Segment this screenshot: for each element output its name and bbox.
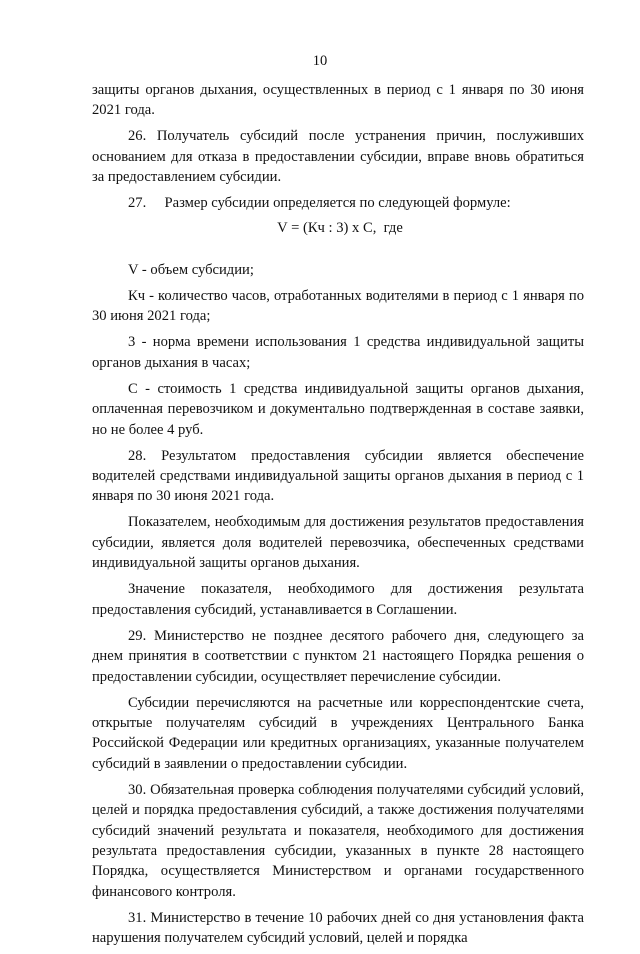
paragraph-27: 27. Размер субсидии определяется по следующей формуле: bbox=[128, 195, 511, 212]
definition-v: V - объем субсидии; bbox=[128, 262, 254, 279]
paragraph-29-accounts: Субсидии перечисляются на расчетные или корреспондентские счета, открытые получателям субсидий в учреждениях Центрального Банка Российской Федерации или кредитных организациях, указанные получателем субсидий в заявлении о предоставлении субсидии. bbox=[92, 694, 584, 772]
paragraph-26: 26. Получатель субсидий после устранения причин, послуживших основанием для отказа в предоставлении субсидии, вправе вновь обратиться за предоставлением субсидии. bbox=[92, 128, 584, 186]
page-number: 10 bbox=[312, 53, 328, 69]
paragraph-28: 28. Результатом предоставления субсидии является обеспечение водителей средствами индивидуальной защиты органов дыхания в период с 1 января по 30 июня 2021 года. bbox=[92, 447, 584, 505]
paragraph-30: 30. Обязательная проверка соблюдения получателями субсидий условий, целей и порядка предоставления субсидий, а также достижения получателями субсидий значений результата и показателя, необходимого для достижения результата предоставления субсидии, указанных в пункте 28 настоящего Порядка, осуществляется Министерством и органами государственного финансового контроля. bbox=[92, 781, 584, 900]
definition-c: С - стоимость 1 средства индивидуальной защиты органов дыхания, оплаченная перевозчиком и документально подтвержденная в составе заявки, но не более 4 руб. bbox=[92, 380, 584, 438]
paragraph-28-value: Значение показателя, необходимого для достижения результата предоставления субсидий, устанавливается в Соглашении. bbox=[92, 581, 584, 618]
definition-3: 3 - норма времени использования 1 средства индивидуальной защиты органов дыхания в часах; bbox=[92, 334, 584, 371]
spacer bbox=[92, 238, 584, 260]
definition-kch: Кч - количество часов, отработанных водителями в период с 1 января по 30 июня 2021 года; bbox=[92, 288, 584, 325]
paragraph-31: 31. Министерство в течение 10 рабочих дней со дня установления факта нарушения получателем субсидий условий, целей и порядка bbox=[92, 909, 584, 947]
paragraph-29: 29. Министерство не позднее десятого рабочего дня, следующего за днем принятия в соответствии с пунктом 21 настоящего Порядка решения о предоставлении субсидии, осуществляет перечисление субсидии. bbox=[92, 627, 584, 685]
paragraph-continuation: защиты органов дыхания, осуществленных в период с 1 января по 30 июня 2021 года. bbox=[92, 82, 584, 119]
paragraph-28-indicator: Показателем, необходимым для достижения результатов предоставления субсидии, является доля водителей перевозчика, обеспеченных средствами индивидуальной защиты органов дыхания. bbox=[92, 514, 584, 572]
document-body bbox=[92, 80, 584, 954]
subsidy-formula: V = (Кч : 3) х С, где bbox=[277, 219, 403, 236]
